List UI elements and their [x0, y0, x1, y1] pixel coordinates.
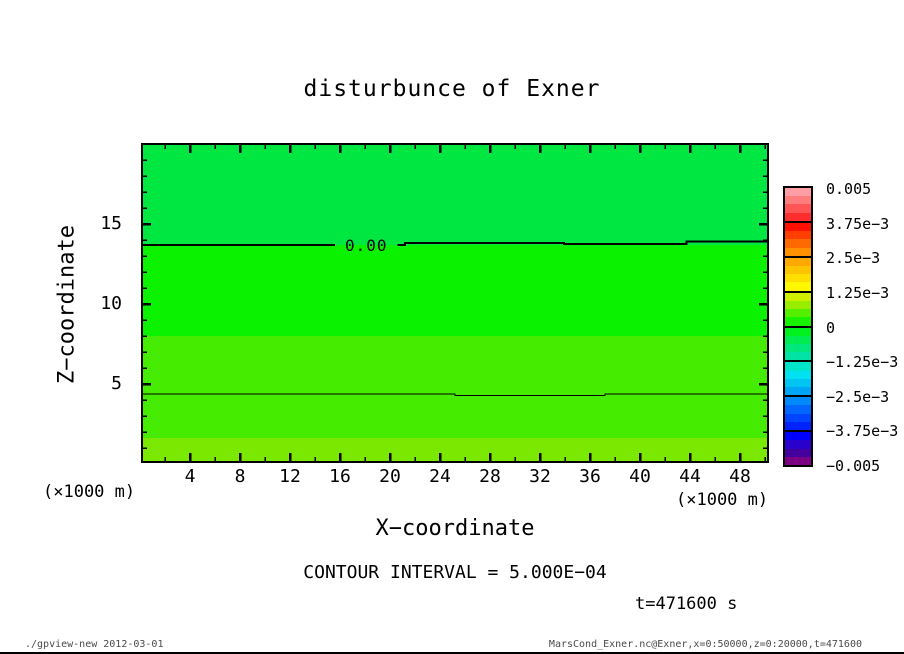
time-annotation: t=471600 s [635, 594, 738, 614]
colorbar-tick-label: −0.005 [826, 457, 881, 475]
chart-title: disturbunce of Exner [303, 76, 601, 102]
x-tick-label: 8 [234, 466, 246, 487]
colorbar-strip [785, 223, 811, 231]
x-tick-label: 32 [529, 466, 551, 487]
colorbar-strip [785, 414, 811, 422]
contour-interval-text: CONTOUR INTERVAL = 5.000E−04 [303, 562, 607, 583]
colorbar-strip [785, 379, 811, 387]
colorbar-cell [785, 188, 811, 221]
colorbar-strip [785, 213, 811, 221]
x-tick-label: 40 [629, 466, 651, 487]
x-tick-label: 48 [729, 466, 751, 487]
colorbar-strip [785, 309, 811, 317]
colorbar-tick-label: −2.5e−3 [826, 387, 890, 406]
colorbar-tick-label: 3.75e−3 [826, 214, 890, 233]
colorbar-tick-label: −1.25e−3 [826, 353, 899, 372]
colorbar [783, 186, 813, 467]
colorbar-cell [785, 395, 811, 430]
colorbar-strip [785, 258, 811, 266]
colorbar-strip [785, 248, 811, 256]
colorbar-cell [785, 291, 811, 326]
x-axis-title: X−coordinate [375, 516, 535, 541]
colorbar-strip [785, 204, 811, 212]
colorbar-strip [785, 188, 811, 196]
colorbar-cell [785, 360, 811, 395]
colorbar-cell [785, 256, 811, 291]
colorbar-tick-label: 0 [826, 318, 836, 337]
colorbar-strip [785, 432, 811, 440]
z-axis-unit-label: (×1000 m) [43, 482, 136, 502]
x-tick-label: 36 [579, 466, 601, 487]
colorbar-strip [785, 397, 811, 405]
colorbar-strip [785, 387, 811, 395]
x-axis-unit-label: (×1000 m) [676, 490, 769, 510]
colorbar-strip [785, 371, 811, 379]
x-tick-label: 12 [279, 466, 301, 487]
colorbar-cell [785, 221, 811, 256]
colorbar-tick-label: 2.5e−3 [826, 249, 881, 268]
colorbar-tick-label: −3.75e−3 [826, 422, 899, 441]
x-tick-label: 44 [679, 466, 701, 487]
x-tick-label: 24 [429, 466, 451, 487]
colorbar-strip [785, 239, 811, 247]
colorbar-strip [785, 440, 811, 448]
contour-lines-and-ticks [143, 145, 767, 461]
colorbar-strip [785, 449, 811, 457]
colorbar-strip [785, 301, 811, 309]
x-tick-label: 28 [479, 466, 501, 487]
colorbar-strip [785, 336, 811, 344]
colorbar-strip [785, 344, 811, 352]
colorbar-strip [785, 457, 811, 465]
plot-area [141, 143, 769, 463]
colorbar-strip [785, 422, 811, 430]
z-axis-title: Z−coordinate [54, 225, 80, 384]
colorbar-strip [785, 405, 811, 413]
colorbar-strip [785, 362, 811, 370]
colorbar-strip [785, 282, 811, 290]
colorbar-strip [785, 293, 811, 301]
colorbar-tick-label: 1.25e−3 [826, 283, 890, 302]
x-tick-label: 4 [184, 466, 196, 487]
colorbar-cell [785, 430, 811, 465]
footer-command-text: ./gpview-new 2012-03-01 [25, 639, 164, 650]
colorbar-strip [785, 196, 811, 204]
footer-file-text: MarsCond_Exner.nc@Exner,x=0:50000,z=0:20000,t=471600 [548, 639, 862, 650]
colorbar-strip [785, 317, 811, 325]
z-tick-label: 5 [111, 373, 122, 395]
colorbar-strip [785, 266, 811, 274]
colorbar-cell [785, 326, 811, 361]
contour-line-label: 0.00 [344, 235, 388, 255]
colorbar-strip [785, 274, 811, 282]
colorbar-strip [785, 231, 811, 239]
colorbar-strip [785, 352, 811, 360]
colorbar-strip [785, 328, 811, 336]
z-tick-label: 15 [100, 213, 122, 235]
x-tick-label: 16 [329, 466, 351, 487]
x-tick-label: 20 [379, 466, 401, 487]
colorbar-tick-label: 0.005 [826, 180, 872, 198]
z-tick-label: 10 [100, 293, 122, 315]
